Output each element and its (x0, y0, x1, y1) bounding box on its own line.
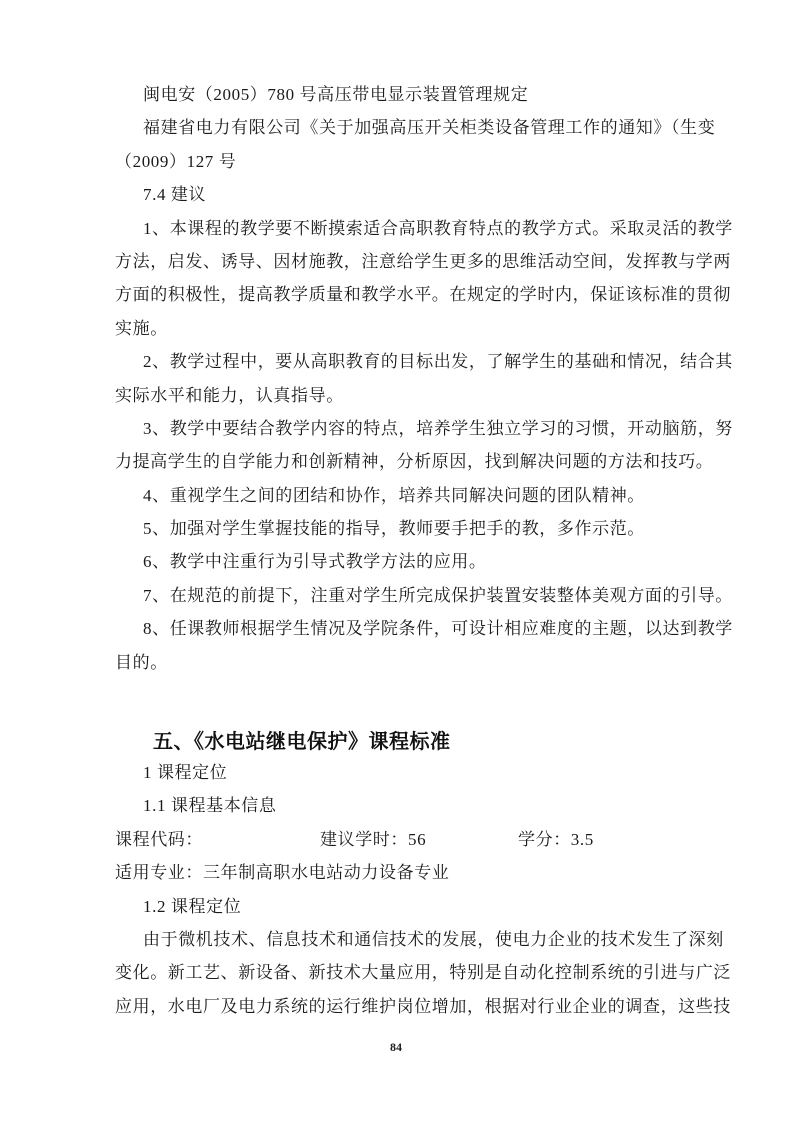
course-code-label: 课程代码： (115, 829, 203, 849)
text-line: 1、本课程的教学要不断摸索适合高职教育特点的教学方式。采取灵活的教学 (143, 218, 733, 238)
text-line: 5、加强对学生掌握技能的指导，教师要手把手的教，多作示范。 (143, 519, 645, 539)
text-line (115, 823, 705, 856)
text-line: 适用专业：三年制高职水电站动力设备专业 (115, 863, 450, 883)
text-line: 力提高学生的自学能力和创新精神，分析原因，找到解决问题的方法和技巧。 (115, 452, 714, 472)
text-line: 方面的积极性，提高教学质量和教学水平。在规定的学时内，保证该标准的贯彻 (115, 285, 731, 305)
text-line: 2、教学过程中，要从高职教育的目标出发，了解学生的基础和情况，结合其 (143, 352, 733, 372)
text-line: 7.4 建议 (143, 185, 207, 205)
text-line: 1 课程定位 (143, 763, 228, 782)
text-line: 由于微机技术、信息技术和通信技术的发展，使电力企业的技术发生了深刻 (143, 929, 724, 949)
text-line: （2009）127 号 (115, 151, 237, 171)
text-line: 变化。新工艺、新设备、新技术大量应用，特别是自动化控制系统的引进与广泛 (115, 963, 731, 983)
credits: 学分：3.5 (518, 829, 594, 849)
text-line: 6、教学中注重行为引导式教学方法的应用。 (143, 552, 487, 572)
text-line: 3、教学中要结合教学内容的特点，培养学生独立学习的习惯，开动脑筋，努 (143, 418, 733, 438)
text-line: 闽电安（2005）780 号高压带电显示装置管理规定 (143, 85, 529, 104)
text-line: 福建省电力有限公司《关于加强高压开关柜类设备管理工作的通知》（生变 (143, 118, 716, 138)
text-line: 1.2 课程定位 (143, 896, 242, 916)
suggested-hours: 建议学时：56 (320, 829, 427, 849)
paragraph-block-top (115, 78, 733, 679)
text-line: 实施。 (115, 318, 168, 338)
text-line: 目的。 (115, 652, 168, 672)
text-line: 方法，启发、诱导、因材施教，注意给学生更多的思维活动空间，发挥教与学两 (115, 251, 731, 271)
text-line: 实际水平和能力，认真指导。 (115, 385, 344, 405)
text-line: 8、任课教师根据学生情况及学院条件，可设计相应难度的主题，以达到教学 (143, 619, 733, 639)
page-number: 84 (390, 1040, 402, 1054)
text-line: 1.1 课程基本信息 (143, 796, 277, 816)
text-line: 7、在规范的前提下，注重对学生所完成保护装置安装整体美观方面的引导。 (143, 585, 733, 605)
text-line: 4、重视学生之间的团结和协作，培养共同解决问题的团队精神。 (143, 485, 645, 505)
text-line: 应用，水电厂及电力系统的运行维护岗位增加，根据对行业企业的调查，这些技 (115, 996, 731, 1016)
paragraph-block-course-standard (115, 756, 731, 1023)
section-heading: 五、《水电站继电保护》课程标准 (153, 731, 451, 753)
